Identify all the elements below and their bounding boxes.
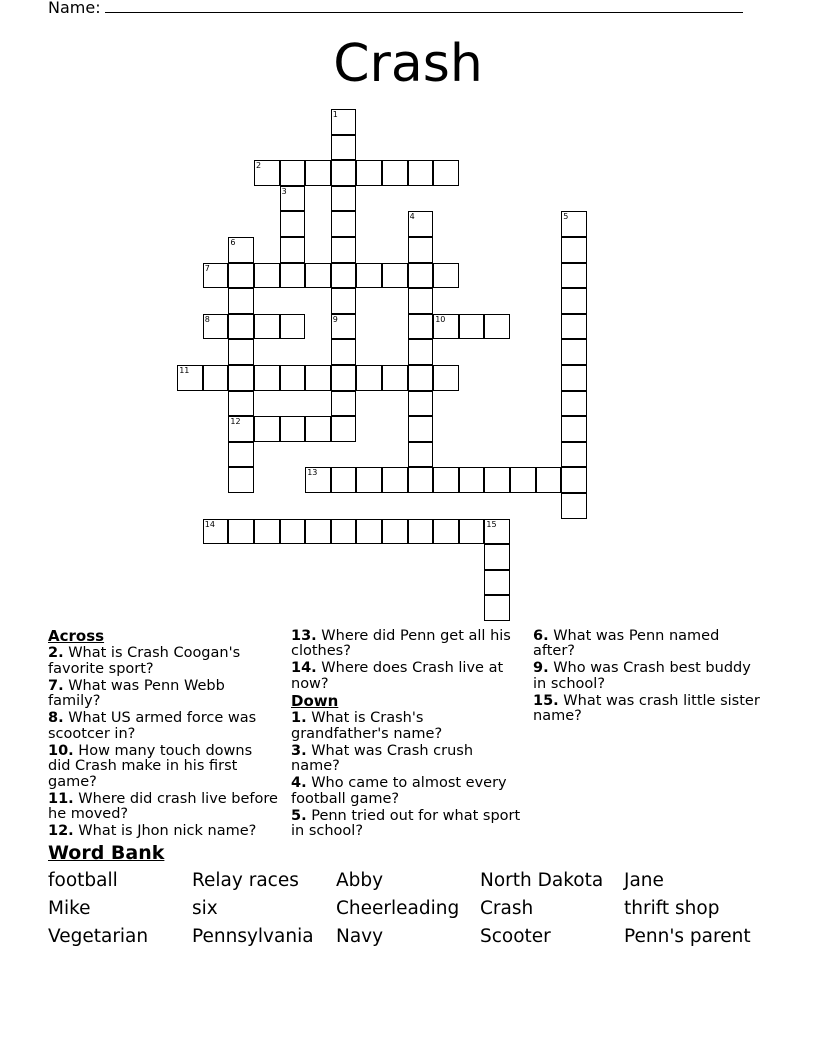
clue-text: What was Penn Webb family? (48, 677, 225, 709)
cell-number: 5 (563, 212, 569, 222)
clue-number: 4. (291, 775, 307, 791)
grid-cell[interactable] (228, 391, 254, 417)
cell-number: 4 (409, 212, 415, 222)
grid-cell[interactable] (408, 467, 434, 493)
grid-cell[interactable] (408, 416, 434, 442)
grid-cell[interactable] (177, 365, 203, 391)
grid-cell[interactable] (331, 519, 357, 545)
word-bank-item: Relay races (192, 870, 299, 891)
cell-number: 3 (281, 186, 287, 196)
grid-cell[interactable] (408, 288, 434, 314)
clue (48, 744, 278, 791)
grid-cell[interactable] (408, 391, 434, 417)
grid-cell[interactable] (331, 211, 357, 237)
clue-text: What US armed force was scootcer in? (48, 710, 257, 742)
word-bank-item: Navy (336, 926, 384, 947)
grid-cell[interactable] (280, 519, 306, 545)
clue-text: Where did Penn get all his clothes? (291, 627, 511, 659)
clue-number: 7. (48, 677, 64, 694)
clue-column-1 (48, 627, 278, 840)
grid-cell[interactable] (331, 416, 357, 442)
grid-cell[interactable] (459, 467, 485, 493)
grid-cell[interactable] (408, 263, 434, 289)
grid-cell[interactable] (433, 263, 459, 289)
clue (533, 661, 763, 692)
grid-cell[interactable] (433, 160, 459, 186)
grid-cell[interactable] (331, 135, 357, 161)
word-bank-item: Cheerleading (336, 898, 460, 919)
grid-cell[interactable] (408, 211, 434, 237)
grid-cell[interactable] (203, 263, 229, 289)
grid-cell[interactable] (484, 519, 510, 545)
clue-number: 14. (291, 660, 317, 676)
clue (291, 629, 521, 660)
clue (291, 809, 521, 840)
grid-cell[interactable] (382, 519, 408, 545)
grid-cell[interactable] (228, 314, 254, 340)
grid-cell[interactable] (561, 493, 587, 519)
grid-cell[interactable] (331, 263, 357, 289)
grid-cell[interactable] (331, 160, 357, 186)
grid-cell[interactable] (484, 544, 510, 570)
clue-number: 11. (48, 790, 74, 807)
grid-cell[interactable] (408, 160, 434, 186)
grid-cell[interactable] (356, 365, 382, 391)
grid-cell[interactable] (280, 416, 306, 442)
grid-cell[interactable] (331, 467, 357, 493)
grid-cell[interactable] (561, 237, 587, 263)
clue-text: Where does Crash live at now? (291, 660, 504, 692)
grid-cell[interactable] (382, 365, 408, 391)
grid-cell[interactable] (203, 519, 229, 545)
cell-number: 15 (486, 519, 497, 529)
grid-cell[interactable] (408, 314, 434, 340)
clue-column-2 (291, 627, 521, 840)
grid-cell[interactable] (356, 263, 382, 289)
clue-number: 10. (48, 742, 74, 759)
clue (533, 694, 763, 725)
grid-cell[interactable] (331, 288, 357, 314)
grid-cell[interactable] (203, 365, 229, 391)
grid-cell[interactable] (228, 442, 254, 468)
clue (48, 792, 278, 823)
grid-cell[interactable] (408, 519, 434, 545)
grid-cell[interactable] (254, 416, 280, 442)
clue-text: Penn tried out for what sport in school? (291, 807, 521, 839)
grid-cell[interactable] (280, 186, 306, 212)
grid-cell[interactable] (356, 519, 382, 545)
clue-number: 8. (48, 710, 64, 726)
cell-number: 7 (204, 263, 210, 273)
word-bank-item: thrift shop (624, 898, 720, 919)
clue (291, 744, 521, 775)
clue-number: 15. (533, 692, 559, 709)
grid-cell[interactable] (305, 160, 331, 186)
grid-cell[interactable] (228, 263, 254, 289)
grid-cell[interactable] (280, 160, 306, 186)
grid-cell[interactable] (356, 467, 382, 493)
word-bank-item: Crash (480, 898, 534, 919)
grid-cell[interactable] (382, 263, 408, 289)
grid-cell[interactable] (382, 467, 408, 493)
grid-cell[interactable] (408, 339, 434, 365)
grid-cell[interactable] (280, 237, 306, 263)
clue (291, 711, 521, 742)
grid-cell[interactable] (254, 519, 280, 545)
grid-cell[interactable] (305, 365, 331, 391)
cell-number: 12 (230, 417, 241, 427)
clue-text: What is Crash's grandfather's name? (291, 710, 443, 742)
grid-cell[interactable] (561, 263, 587, 289)
grid-cell[interactable] (305, 416, 331, 442)
grid-cell[interactable] (356, 160, 382, 186)
clue (291, 776, 521, 807)
grid-cell[interactable] (331, 339, 357, 365)
name-label: Name: (48, 0, 101, 17)
grid-cell[interactable] (561, 391, 587, 417)
word-bank-item: football (48, 870, 118, 891)
clue-column-3 (533, 627, 763, 725)
clue (48, 646, 278, 677)
clue (533, 629, 763, 660)
grid-cell[interactable] (382, 160, 408, 186)
grid-cell[interactable] (510, 467, 536, 493)
clue-text: What is Jhon nick name? (73, 823, 257, 839)
grid-cell[interactable] (280, 211, 306, 237)
clue (48, 679, 278, 710)
grid-cell[interactable] (228, 416, 254, 442)
grid-cell[interactable] (433, 519, 459, 545)
clue-number: 5. (291, 807, 307, 824)
clue-text: Where did crash live before he moved? (48, 790, 278, 822)
grid-cell[interactable] (459, 519, 485, 545)
cell-number: 10 (435, 314, 446, 324)
clue-number: 1. (291, 710, 307, 726)
down-heading: Down (291, 692, 339, 710)
grid-cell[interactable] (561, 442, 587, 468)
grid-cell[interactable] (228, 519, 254, 545)
grid-cell[interactable] (561, 288, 587, 314)
clue-number: 3. (291, 742, 307, 759)
grid-cell[interactable] (536, 467, 562, 493)
grid-cell[interactable] (561, 314, 587, 340)
grid-cell[interactable] (280, 314, 306, 340)
word-bank-item: Scooter (480, 926, 551, 947)
clue-text: What was crash little sister name? (533, 692, 760, 724)
grid-cell[interactable] (280, 263, 306, 289)
grid-cell[interactable] (408, 237, 434, 263)
clue-number: 12. (48, 823, 74, 839)
grid-cell[interactable] (228, 339, 254, 365)
grid-cell[interactable] (561, 365, 587, 391)
grid-cell[interactable] (484, 314, 510, 340)
cell-number: 9 (332, 314, 338, 324)
grid-cell[interactable] (254, 263, 280, 289)
grid-cell[interactable] (254, 365, 280, 391)
clue-number: 9. (533, 660, 549, 676)
clue-text: What is Crash Coogan's favorite sport? (48, 645, 241, 677)
clue-text: What was Penn named after? (533, 627, 720, 659)
grid-cell[interactable] (254, 160, 280, 186)
word-bank-item: Pennsylvania (192, 926, 314, 947)
clue (48, 711, 278, 742)
grid-cell[interactable] (305, 467, 331, 493)
grid-cell[interactable] (280, 365, 306, 391)
clue-number: 6. (533, 627, 549, 644)
cell-number: 11 (179, 366, 190, 375)
grid-cell[interactable] (331, 186, 357, 212)
clue (48, 824, 278, 840)
word-bank-item: North Dakota (480, 870, 604, 891)
grid-cell[interactable] (561, 467, 587, 493)
word-bank-item: Jane (624, 870, 664, 891)
clue-text: Who was Crash best buddy in school? (533, 660, 751, 692)
grid-cell[interactable] (484, 467, 510, 493)
word-bank-item: Abby (336, 870, 384, 891)
grid-cell[interactable] (254, 314, 280, 340)
cell-number: 14 (204, 519, 215, 529)
cell-number: 1 (332, 110, 338, 119)
grid-cell[interactable] (561, 416, 587, 442)
grid-cell[interactable] (408, 442, 434, 468)
grid-cell[interactable] (305, 263, 331, 289)
grid-cell[interactable] (408, 365, 434, 391)
grid-cell[interactable] (484, 595, 510, 621)
clue (291, 661, 521, 692)
cell-number: 8 (204, 314, 210, 324)
cell-number: 2 (256, 161, 262, 171)
clue-text: Who came to almost every football game? (291, 775, 507, 807)
clue-number: 2. (48, 645, 64, 661)
word-bank-item: Vegetarian (48, 926, 149, 947)
grid-cell[interactable] (331, 391, 357, 417)
grid-cell[interactable] (331, 365, 357, 391)
cell-number: 6 (230, 238, 236, 247)
grid-cell[interactable] (433, 467, 459, 493)
word-bank-item: Mike (48, 898, 91, 919)
grid-cell[interactable] (203, 314, 229, 340)
grid-cell[interactable] (228, 467, 254, 493)
across-heading: Across (48, 627, 105, 645)
grid-cell[interactable] (331, 314, 357, 340)
grid-cell[interactable] (305, 519, 331, 545)
word-bank-heading: Word Bank (48, 842, 165, 864)
grid-cell[interactable] (484, 570, 510, 596)
cell-number: 13 (307, 468, 318, 478)
word-bank-item: six (192, 898, 218, 919)
grid-cell[interactable] (433, 314, 459, 340)
grid-cell[interactable] (433, 365, 459, 391)
grid-cell[interactable] (228, 288, 254, 314)
grid-cell[interactable] (561, 339, 587, 365)
clue-number: 13. (291, 627, 317, 644)
grid-cell[interactable] (228, 237, 254, 263)
word-bank-item: Penn's parent (624, 926, 751, 947)
page-title: Crash (333, 34, 483, 94)
clue-text: What was Crash crush name? (291, 742, 474, 774)
grid-cell[interactable] (331, 109, 357, 135)
grid-cell[interactable] (228, 365, 254, 391)
grid-cell[interactable] (459, 314, 485, 340)
grid-cell[interactable] (331, 237, 357, 263)
clue-text: How many touch downs did Crash make in his first game? (48, 742, 253, 790)
grid-cell[interactable] (561, 211, 587, 237)
